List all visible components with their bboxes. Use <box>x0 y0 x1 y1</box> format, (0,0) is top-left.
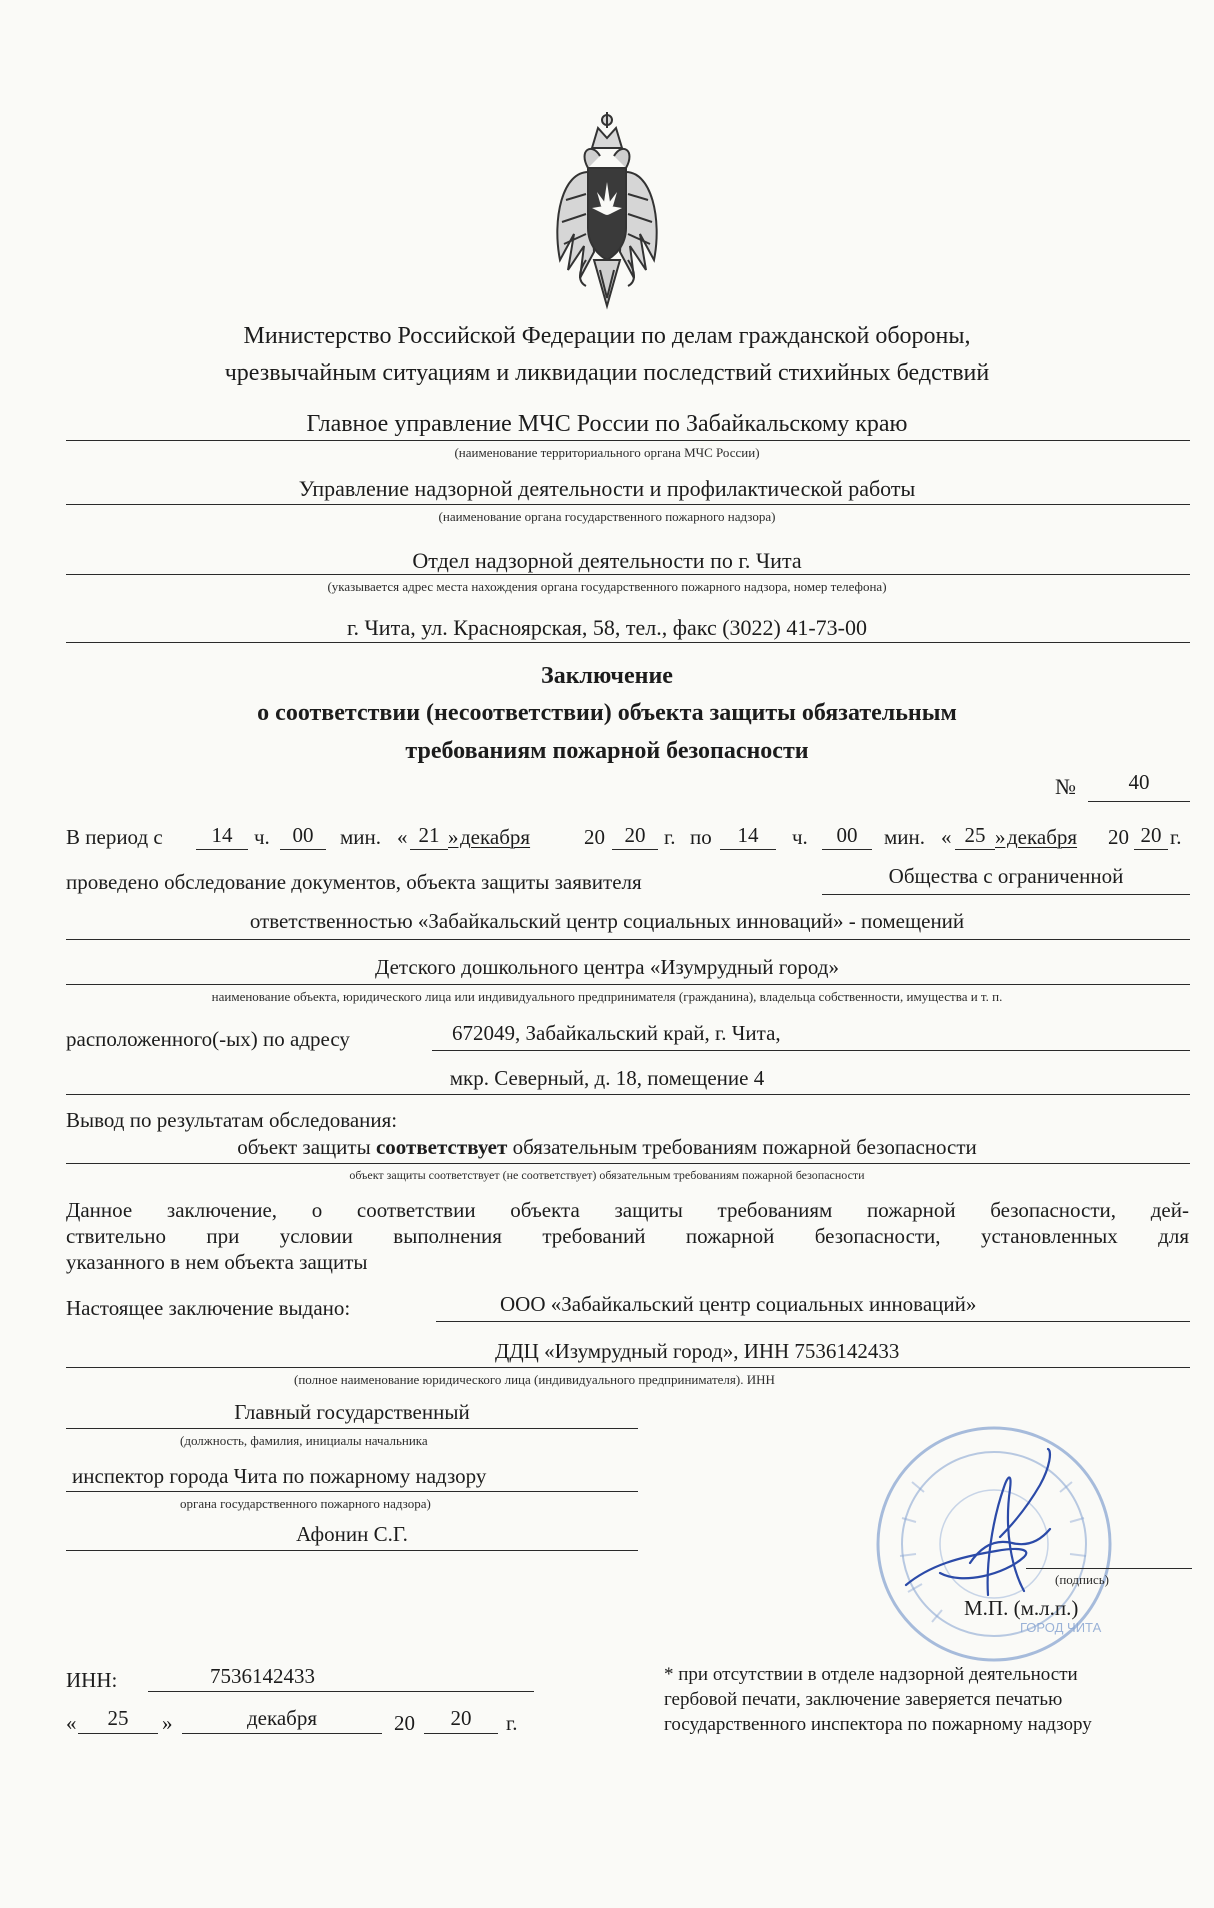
object-address-rule-2 <box>66 1094 1190 1095</box>
to-hour-line <box>720 849 776 850</box>
footer-quote-open: « <box>66 1711 77 1735</box>
department-address: г. Чита, ул. Красноярская, 58, тел., факс (3022) 41-73-00 <box>346 615 868 640</box>
number-label: № <box>1055 774 1076 799</box>
to-year-line <box>1134 849 1168 850</box>
to-min: 00 <box>836 823 858 847</box>
validity-line-2: ствительно при условии выполнения требований пожарной безопасности, установленных для <box>66 1224 1189 1248</box>
applicant-line-1: Общества с ограниченной <box>888 864 1124 888</box>
address-label: расположенного(-ых) по адресу <box>66 1027 350 1051</box>
title-line-2: о соответствии (несоответствии) объекта защиты обязательным <box>257 700 957 726</box>
footer-year-rule <box>424 1733 498 1734</box>
footer-day-rule <box>78 1733 158 1734</box>
department-line <box>66 504 1190 505</box>
to-hour-label: ч. <box>792 825 808 849</box>
conclusion-number: 40 <box>1128 770 1150 794</box>
hour-label: ч. <box>254 825 270 849</box>
from-day: 21 <box>418 823 440 847</box>
number-line <box>1088 801 1190 802</box>
to-year-label: г. <box>1170 825 1182 849</box>
from-year-line <box>612 849 658 850</box>
inspector-signature <box>900 1445 1070 1615</box>
conclusion-text <box>0 1135 1214 1160</box>
to-day: 25 <box>964 823 986 847</box>
conclusion-text-suffix: обязательным требованиям пожарной безопасности <box>507 1135 977 1159</box>
from-month: декабря <box>460 825 531 849</box>
applicant-line-1-rule <box>822 894 1190 895</box>
footer-year: 20 <box>450 1706 472 1730</box>
from-min-line <box>280 849 326 850</box>
applicant-line-2: ответственностью «Забайкальский центр социальных инноваций» - помещений <box>249 909 965 933</box>
from-hour-line <box>196 849 248 850</box>
position-rule-2 <box>66 1491 638 1492</box>
footer-year-prefix: 20 <box>394 1711 415 1735</box>
period-to-label: по <box>690 825 712 849</box>
to-hour: 14 <box>737 823 759 847</box>
position-rule-1 <box>66 1428 638 1429</box>
issued-rule-1 <box>436 1321 1190 1322</box>
division-name: Отдел надзорной деятельности по г. Чита <box>412 548 802 573</box>
to-quote-close: » <box>995 825 1006 849</box>
inn-rule <box>148 1691 534 1692</box>
object-address-line-2: мкр. Северный, д. 18, помещение 4 <box>449 1066 765 1090</box>
address-line <box>66 642 1190 643</box>
footer-quote-close: » <box>162 1711 173 1735</box>
position-caption-1: (должность, фамилия, инициалы начальника <box>180 1433 428 1448</box>
year-label: г. <box>664 825 676 849</box>
title-line-1: Заключение <box>541 663 673 689</box>
min-label: мин. <box>340 825 382 849</box>
inspector-name: Афонин С.Г. <box>296 1522 408 1546</box>
issued-label: Настоящее заключение выдано: <box>66 1296 351 1320</box>
main-directorate-caption: (наименование территориального органа МЧС России) <box>454 445 760 460</box>
object-address-line-1: 672049, Забайкальский край, г. Чита, <box>452 1021 781 1045</box>
to-min-line <box>822 849 872 850</box>
object-address-rule-1 <box>432 1050 1190 1051</box>
department-name: Управление надзорной деятельности и профилактической работы <box>298 476 916 501</box>
name-rule <box>66 1550 638 1551</box>
period-from-label: В период с <box>66 825 163 849</box>
signature-rule <box>1026 1568 1192 1569</box>
quote-open: « <box>397 825 408 849</box>
issued-rule-2 <box>66 1367 1190 1368</box>
applicant-line-3: Детского дошкольного центра «Изумрудный город» <box>375 955 839 979</box>
from-day-line <box>410 849 448 850</box>
position-line-1: Главный государственный <box>234 1400 470 1424</box>
stamp-caption: М.П. (м.л.п.) <box>964 1596 1079 1620</box>
main-directorate: Главное управление МЧС России по Забайкальскому краю <box>306 411 908 437</box>
quote-close: » <box>448 825 459 849</box>
from-hour: 14 <box>211 823 233 847</box>
emchs-emblem-icon <box>548 110 666 310</box>
footnote <box>664 1662 1092 1737</box>
issued-to-line-2: ДДЦ «Изумрудный город», ИНН 7536142433 <box>495 1339 900 1363</box>
position-caption-2: органа государственного пожарного надзора) <box>180 1496 431 1511</box>
position-line-2: инспектор города Чита по пожарному надзору <box>72 1464 487 1488</box>
main-directorate-line <box>66 440 1190 441</box>
division-line <box>66 574 1190 575</box>
footnote-line-1: * при отсутствии в отделе надзорной деятельности <box>664 1664 1078 1685</box>
from-min: 00 <box>292 823 314 847</box>
footnote-line-3: государственного инспектора по пожарному надзору <box>664 1714 1092 1735</box>
object-caption: наименование объекта, юридического лица или индивидуального предпринимателя (гражданина), владельца собственности, имущества и т. п. <box>211 989 1003 1004</box>
conclusion-caption: объект защиты соответствует (не соответствует) обязательным требованиям пожарной безопасности <box>349 1168 865 1182</box>
conclusion-label: Вывод по результатам обследования: <box>66 1108 398 1132</box>
footnote-line-2: гербовой печати, заключение заверяется печатью <box>664 1689 1063 1710</box>
inspection-label: проведено обследование документов, объекта защиты заявителя <box>66 870 642 894</box>
applicant-line-3-rule <box>66 984 1190 985</box>
inn-value: 7536142433 <box>210 1664 315 1688</box>
applicant-line-2-rule <box>66 939 1190 940</box>
division-caption: (указывается адрес места нахождения органа государственного пожарного надзора, номер телефона) <box>327 579 887 594</box>
stamp-city-text: ГОРОД ЧИТА <box>1020 1620 1102 1635</box>
department-caption: (наименование органа государственного пожарного надзора) <box>438 509 776 524</box>
from-year: 20 <box>624 823 646 847</box>
to-year-prefix: 20 <box>1108 825 1129 849</box>
issued-caption: (полное наименование юридического лица (индивидуального предпринимателя). ИНН <box>294 1372 775 1387</box>
to-year: 20 <box>1140 823 1162 847</box>
ministry-line-1: Министерство Российской Федерации по делам гражданской обороны, <box>243 323 971 349</box>
footer-month: декабря <box>246 1706 318 1730</box>
footer-month-rule <box>182 1733 382 1734</box>
inn-label: ИНН: <box>66 1668 118 1692</box>
footer-year-label: г. <box>506 1711 518 1735</box>
signature-caption: (подпись) <box>1055 1572 1109 1587</box>
to-day-line <box>955 849 995 850</box>
conclusion-result: соответствует <box>375 1135 508 1159</box>
to-quote-open: « <box>941 825 952 849</box>
conclusion-text-prefix: объект защиты <box>237 1135 376 1159</box>
to-month: декабря <box>1007 825 1078 849</box>
ministry-line-2: чрезвычайным ситуациям и ликвидации последствий стихийных бедствий <box>224 360 990 386</box>
year-prefix: 20 <box>584 825 605 849</box>
to-min-label: мин. <box>884 825 926 849</box>
validity-line-1: Данное заключение, о соответствии объекта защиты требованиям пожарной безопасности, дей- <box>66 1198 1189 1222</box>
footer-day: 25 <box>107 1706 129 1730</box>
title-line-3: требованиям пожарной безопасности <box>405 738 809 764</box>
issued-to-line-1: ООО «Забайкальский центр социальных инноваций» <box>500 1292 977 1316</box>
validity-line-3: указанного в нем объекта защиты <box>66 1250 368 1274</box>
conclusion-rule <box>66 1163 1190 1164</box>
